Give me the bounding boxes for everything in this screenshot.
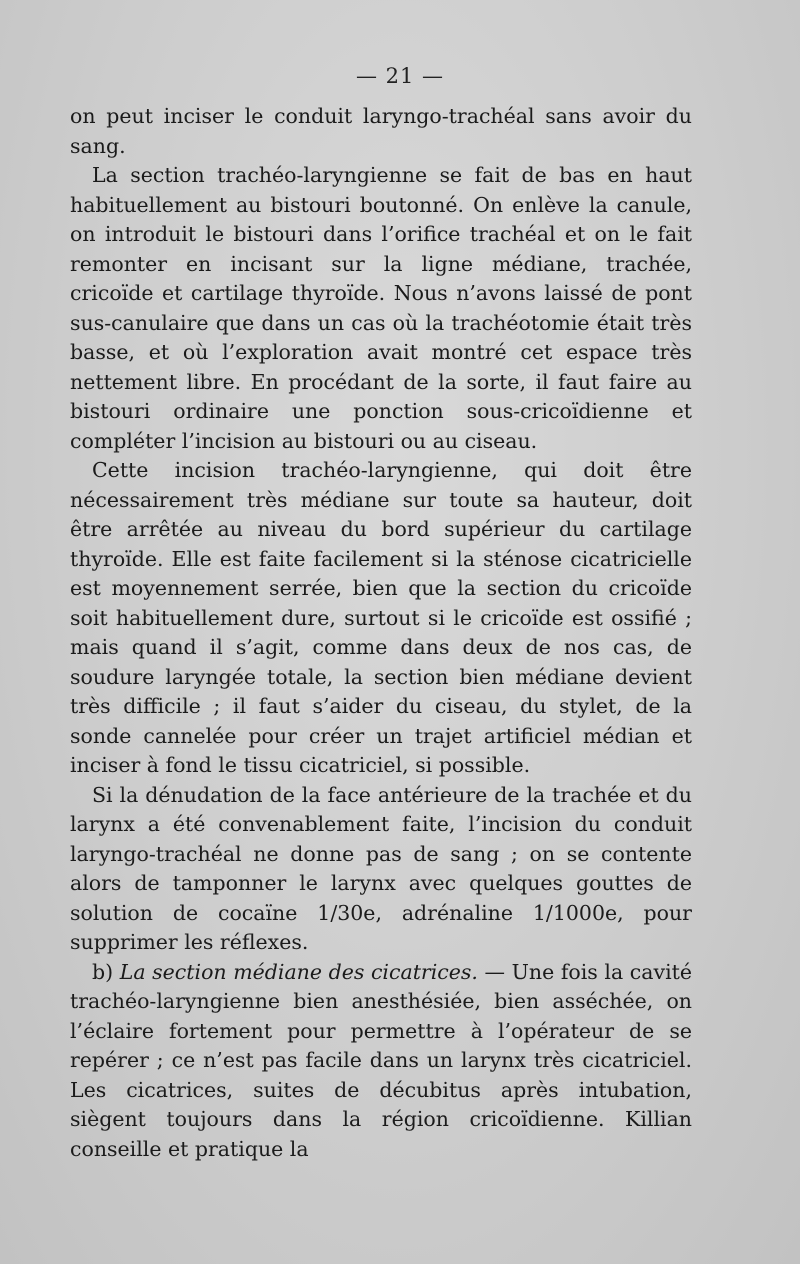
section-heading: La section médiane des cicatrices. [119, 959, 478, 984]
paragraph-3: Cette incision trachéo-laryngienne, qui doit être nécessairement très médiane sur toute sa hauteur, doit être arrêtée au niveau du bord supérieur du cartilage thyroïde. Elle est faite facilement si la sténose cicatricielle est moyennement serrée, bien que la section du cricoïde soit habituellement dure, surtout si le cricoïde est ossifié ; mais quand il s’agit, comme dans deux de nos cas, de soudure laryngée totale, la section bien médiane devient très difficile ; il faut s’aider du ciseau, du stylet, de la sonde cannelée pour créer un trajet artificiel médian et inciser à fond le tissu cicatriciel, si possible. [70, 458, 692, 777]
body-text [70, 102, 692, 1164]
paragraph-5 [70, 958, 692, 1165]
section-label: b) [92, 959, 120, 984]
paragraph-4: Si la dénudation de la face antérieure de la trachée et du larynx a été convenablement faite, l’incision du conduit laryngo-trachéal ne donne pas de sang ; on se contente alors de tamponner le larynx avec quelques gouttes de solution de cocaïne 1/30e, adrénaline 1/1000e, pour supprimer les réflexes. [70, 782, 692, 954]
paragraph-5-text: — Une fois la cavité trachéo-laryngienne bien anesthésiée, bien asséchée, on l’éclaire fortement pour permettre à l’opérateur de se repérer ; ce n’est pas facile dans un larynx très cicatriciel. Les cicatrices, suites de décubitus après intubation, siègent toujours dans la région cricoïdienne. Killian conseille et pratique la [70, 959, 692, 1161]
page-number: — 21 — [355, 64, 445, 88]
paragraph-1: on peut inciser le conduit laryngo-trachéal sans avoir du sang. [70, 104, 692, 158]
paragraph-2: La section trachéo-laryngienne se fait de bas en haut habituellement au bistouri boutonné. On enlève la canule, on introduit le bistouri dans l’orifice trachéal et on le fait remonter en incisant sur la ligne médiane, trachée, cricoïde et cartilage thyroïde. Nous n’avons laissé de pont sus-canulaire que dans un cas où la trachéotomie était très basse, et où l’exploration avait montré cet espace très nettement libre. En procédant de la sorte, il faut faire au bistouri ordinaire une ponction sous-cricoïdienne et compléter l’incision au bistouri ou au ciseau. [70, 163, 692, 453]
